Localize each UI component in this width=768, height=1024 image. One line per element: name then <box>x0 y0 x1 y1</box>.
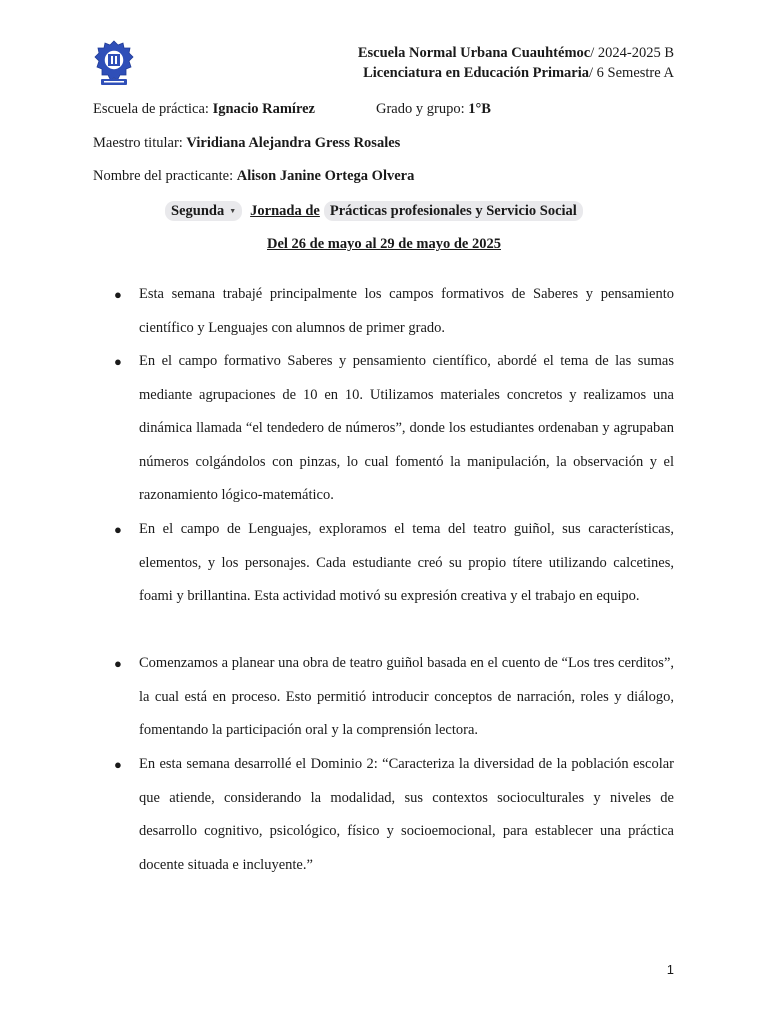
practice-school-label: Escuela de práctica: <box>93 101 213 117</box>
bullet-icon: ● <box>114 522 122 537</box>
date-range <box>0 235 768 253</box>
student-field <box>93 167 414 185</box>
teacher-field <box>93 134 400 152</box>
list-item-text: En el campo de Lenguajes, exploramos el tema del teatro guiñol, sus características, elementos, y los personajes. Cada estudiante creó su propio títere utilizando calcetines, foami y brillantina. Esta actividad motivó su expresión creativa y el trabajo en equipo. <box>139 521 674 605</box>
date-range-text: Del 26 de mayo al 29 de mayo de 2025 <box>267 236 501 252</box>
institution-header <box>358 43 674 83</box>
degree-name: Licenciatura en Educación Primaria <box>363 65 590 81</box>
practice-school-value: Ignacio Ramírez <box>212 101 315 117</box>
jornada-line <box>165 201 583 221</box>
school-crest-icon <box>93 39 135 87</box>
chevron-down-icon: ▼ <box>229 207 237 215</box>
jornada-label: Jornada de <box>250 203 320 219</box>
bullet-icon: ● <box>114 354 122 369</box>
school-name: Escuela Normal Urbana Cuauhtémoc <box>357 45 591 61</box>
list-item-text: En el campo formativo Saberes y pensamiento científico, abordé el tema de las sumas mediante agrupaciones de 10 en 10. Utilizamos materiales concretos y realizamos una dinámica llamada “el tendedero de números”, donde los estudiantes ordenaban y agrupaban números colgándolos con pinzas, lo cual fomentó la manipulación, la observación y el razonamiento lógico-matemático. <box>139 353 674 504</box>
jornada-dropdown[interactable] <box>165 201 242 221</box>
practice-type-chip[interactable]: Prácticas profesionales y Servicio Social <box>324 201 583 221</box>
grade-value: 1°B <box>468 101 491 117</box>
jornada-dropdown-value: Segunda <box>171 203 225 219</box>
student-value: Alison Janine Ortega Olvera <box>236 168 415 184</box>
list-item-text: Comenzamos a planear una obra de teatro guiñol basada en el cuento de “Los tres cerditos”, la cual está en proceso. Esto permitió introducir conceptos de narración, roles y diálogo, fomentando la participación oral y la comprensión lectora. <box>139 655 674 739</box>
teacher-value: Viridiana Alejandra Gress Rosales <box>186 135 401 151</box>
list-item-text: En esta semana desarrollé el Dominio 2: “Caracteriza la diversidad de la población escolar que atiende, considerando la modalidad, sus contextos socioculturales y niveles de desarrollo cognitivo, psicológico, físico y socioemocional, para establecer una práctica docente situada e incluyente.” <box>139 756 674 873</box>
bullet-icon: ● <box>114 656 122 671</box>
degree-line <box>358 63 674 83</box>
bullet-icon: ● <box>114 757 122 772</box>
degree-semester: / 6 Semestre A <box>589 65 674 81</box>
teacher-label: Maestro titular: <box>93 135 187 151</box>
bullet-icon: ● <box>114 287 122 302</box>
page-number: 1 <box>666 962 674 977</box>
list-item-text: Esta semana trabajé principalmente los campos formativos de Saberes y pensamiento científico y Lenguajes con alumnos de primer grado. <box>139 286 674 336</box>
practice-school-field <box>93 100 315 118</box>
student-label: Nombre del practicante: <box>93 168 237 184</box>
grade-label: Grado y grupo: <box>376 101 469 117</box>
grade-field <box>376 100 491 118</box>
school-period: / 2024-2025 B <box>590 45 674 61</box>
school-line <box>358 43 674 63</box>
